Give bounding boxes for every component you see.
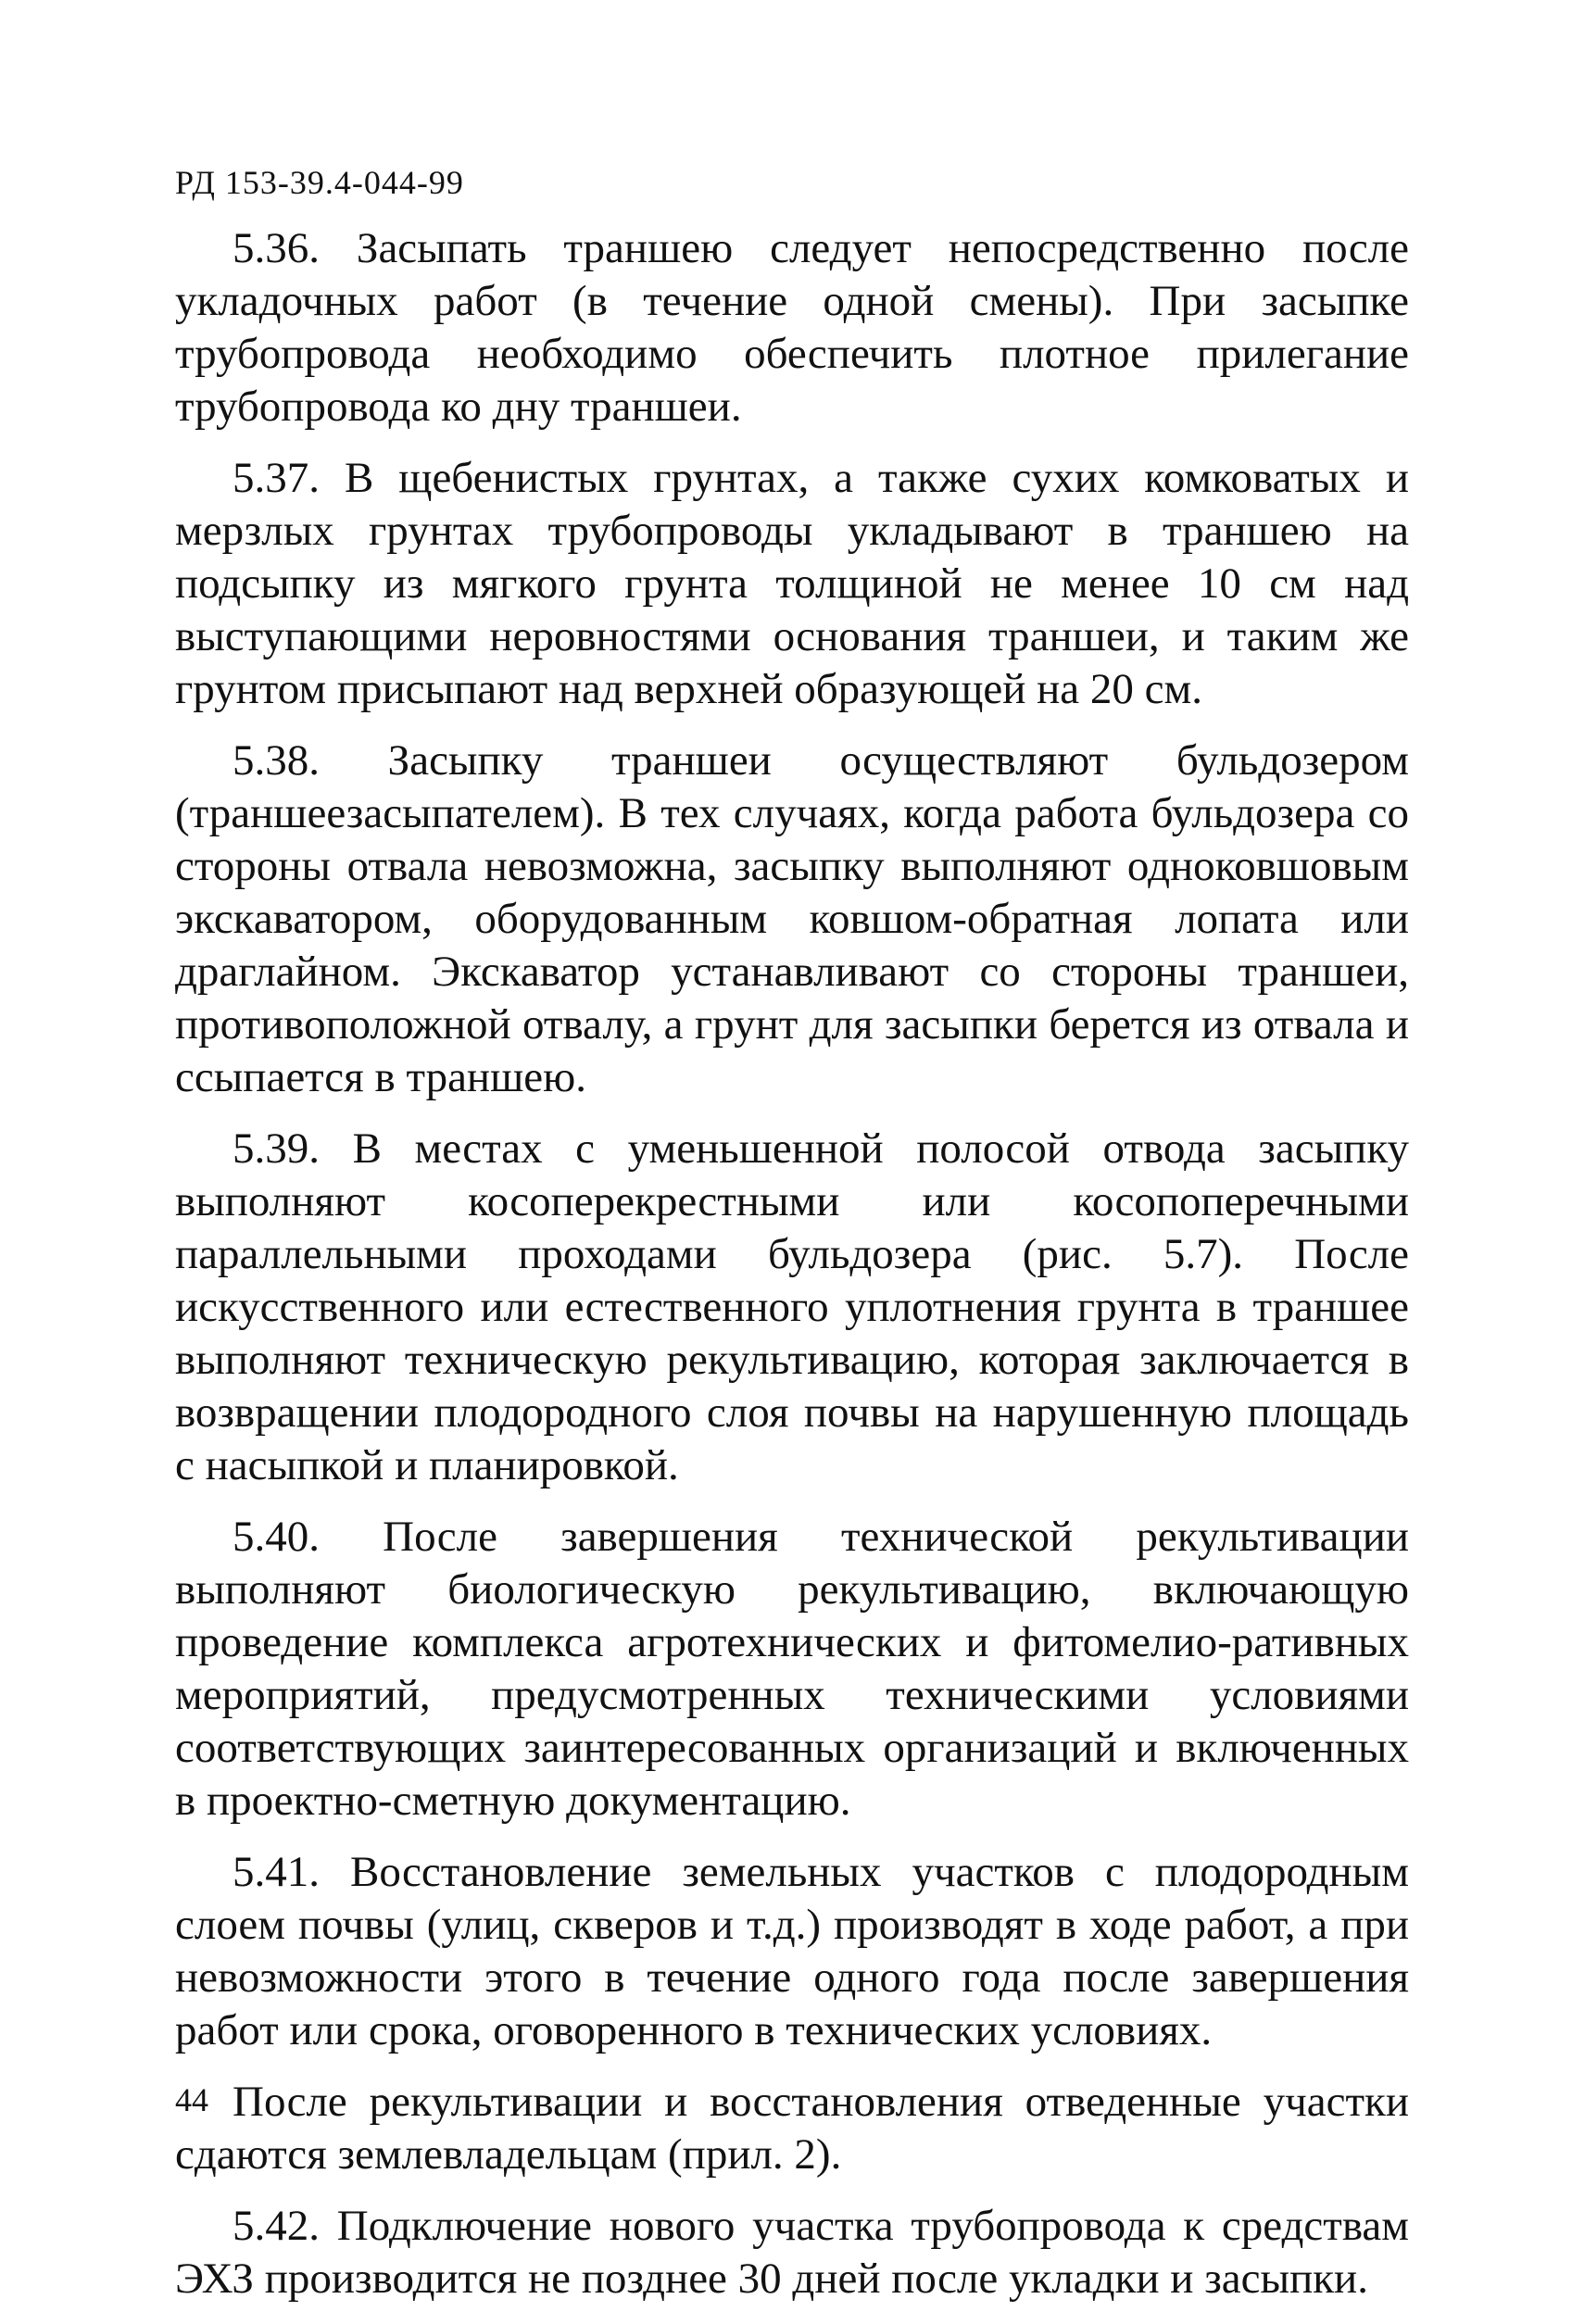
document-body	[175, 222, 1409, 2324]
paragraph-5-41-continuation: После рекультивации и восстановления отведенные участки сдаются землевладельцам (прил. 2).	[175, 2078, 1409, 2179]
document-code-header: РД 153-39.4-044-99	[175, 164, 464, 201]
paragraph-5-39: 5.39. В местах с уменьшенной полосой отвода засыпку выполняют косоперекрестными или косопоперечными параллельными проходами бульдозера (рис. 5.7). После искусственного или естественного уплотнения грунта в траншее выполняют техническую рекультивацию, которая заключается в возвращении плодородного слоя почвы на нарушенную площадь с насыпкой и планировкой.	[175, 1124, 1409, 1489]
page-number: 44	[175, 2081, 208, 2118]
paragraph-5-37: 5.37. В щебенистых грунтах, а также сухих комковатых и мерзлых грунтах трубопроводы укладывают в траншею на подсыпку из мягкого грунта толщиной не менее 10 см над выступающими неровностями основания траншеи, и таким же грунтом присыпают над верхней образующей на 20 см.	[175, 454, 1409, 713]
paragraph-5-38: 5.38. Засыпку траншеи осуществляют бульдозером (траншеезасыпателем). В тех случаях, когда работа бульдозера со стороны отвала невозможна, засыпку выполняют одноковшовым экскаватором, оборудованным ковшом-обратная лопата или драглайном. Экскаватор устанавливают со стороны траншеи, противоположной отвалу, а грунт для засыпки берется из отвала и ссыпается в траншею.	[175, 736, 1409, 1101]
paragraph-5-40: 5.40. После завершения технической рекультивации выполняют биологическую рекультивацию, включающую проведение комплекса агротехнических и фитомелио-ративных мероприятий, предусмотренных техническими условиями соответствующих заинтересованных организаций и включенных в проектно-сметную документацию.	[175, 1513, 1409, 1825]
paragraph-5-41: 5.41. Восстановление земельных участков с плодородным слоем почвы (улиц, скверов и т.д.) производят в ходе работ, а при невозможности этого в течение одного года после завершения работ или срока, оговоренного в технических условиях.	[175, 1848, 1409, 2054]
paragraph-5-36: 5.36. Засыпать траншею следует непосредственно после укладочных работ (в течение одной смены). При засыпке трубопровода необходимо обеспечить плотное прилегание трубопровода ко дну траншеи.	[175, 224, 1409, 431]
paragraph-5-42: 5.42. Подключение нового участка трубопровода к средствам ЭХЗ производится не позднее 30 дней после укладки и засыпки.	[175, 2202, 1409, 2303]
